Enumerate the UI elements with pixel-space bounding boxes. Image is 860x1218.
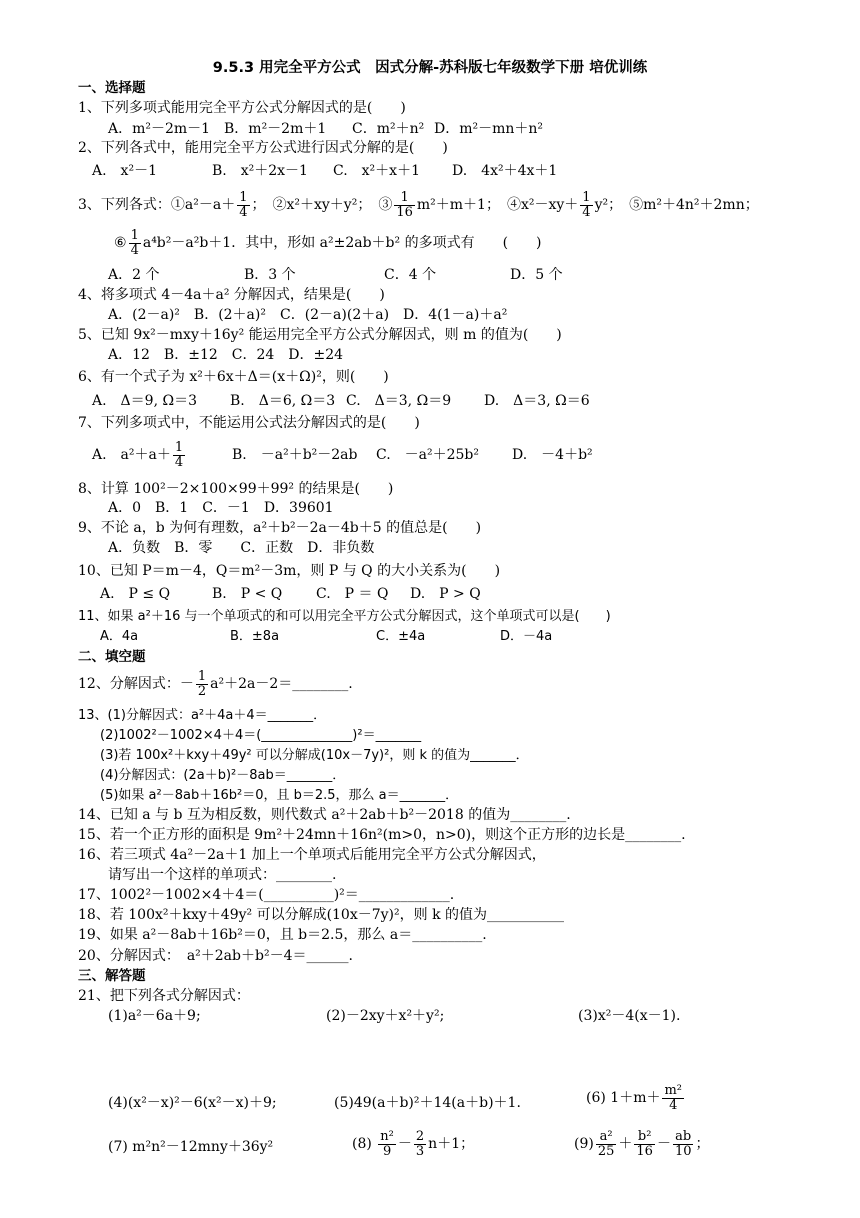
question-10-option-c: C. P ＝ Q: [316, 586, 389, 602]
question-6-option-a: A. Δ＝9, Ω＝3: [92, 393, 197, 409]
page-title: 9.5.3 用完全平方公式 因式分解-苏科版七年级数学下册 培优训练: [212, 60, 648, 76]
question-7-option-c: C. －a²＋25b²: [376, 447, 480, 463]
question-7-option-b: B. －a²＋b²－2ab: [232, 447, 358, 463]
fraction-quarter-q7: [173, 441, 185, 470]
question-21-part-4: (4)(x²－x)²－6(x²－x)＋9;: [108, 1095, 277, 1111]
fraction-m2-over-4: [662, 1084, 684, 1113]
question-21-part-6-prefix: (6) 1＋m＋: [586, 1090, 661, 1106]
question-2-option-c: C. x²＋x＋1: [333, 163, 420, 179]
fraction-denominator: 10: [674, 1143, 692, 1159]
fraction-numerator: ab: [673, 1130, 694, 1145]
question-8-options: A．0 B．1 C．－1 D．39601: [108, 500, 334, 516]
question-3-line-1: [78, 188, 759, 222]
fraction-numerator: 1: [130, 227, 139, 243]
question-21-part-8: [352, 1125, 474, 1163]
question-21-part-6: [586, 1080, 686, 1116]
question-13-part-1: 13、(1)分解因式：a²＋4a＋4＝_______．: [78, 708, 327, 723]
fraction-ab-over-10: [673, 1130, 694, 1159]
question-13-part-5: (5)如果 a²－8ab＋16b²＝0，且 b＝2.5，那么 a＝_______．: [100, 788, 459, 803]
fraction-denominator: 4: [669, 1097, 678, 1113]
question-21-part-2: (2)－2xy＋x²＋y²;: [326, 1008, 445, 1024]
question-12-suffix: a²＋2a－2＝________.: [210, 676, 353, 692]
fraction-b2-over-16: [634, 1130, 655, 1159]
question-1-option-a: A．m²－2m－1: [108, 121, 211, 137]
question-21-part-1: (1)a²－6a＋9;: [108, 1008, 201, 1024]
question-3-option-b: B．3 个: [244, 267, 296, 283]
question-6-option-b: B. Δ＝6, Ω＝3: [230, 393, 336, 409]
fraction-denominator: 4: [239, 204, 248, 220]
question-12: [78, 666, 353, 702]
fraction-denominator: 3: [415, 1143, 425, 1159]
question-10-option-d: D. P > Q: [410, 586, 481, 602]
question-3-part-2: m²＋m＋1； ④x²－xy＋: [416, 197, 579, 213]
fraction-numerator: 1: [197, 668, 207, 684]
fraction-numerator: 1: [174, 439, 184, 455]
question-16-line-2: 请写出一个这样的单项式：________.: [108, 867, 337, 883]
fraction-denominator: 9: [382, 1143, 392, 1159]
question-21-stem: 21、把下列各式分解因式：: [78, 988, 250, 1004]
question-21-part-9-suffix: ；: [695, 1136, 710, 1152]
fraction-quarter: [237, 191, 249, 220]
question-2-option-b: B. x²＋2x－1: [212, 163, 308, 179]
fraction-half: [196, 670, 208, 699]
question-4-options: A．(2－a)² B．(2＋a)² C．(2－a)(2＋a) D．4(1－a)＋a²: [108, 307, 508, 323]
fraction-numerator: n²: [380, 1128, 394, 1144]
question-5-options: A．12 B．±12 C．24 D．±24: [108, 347, 344, 363]
question-16-line-1: 16、若三项式 4a²－2a＋1 加上一个单项式后能用完全平方公式分解因式，: [78, 847, 546, 863]
question-3-part-3: y²； ⑤m²＋4n²＋2mn；: [594, 197, 759, 213]
question-11-stem: 11、如果 a²＋16 与一个单项式的和可以用完全平方公式分解因式，这个单项式可以是( ): [78, 609, 611, 624]
question-3-prefix: 3、下列各式：①a²－a＋: [78, 197, 236, 213]
fraction-denominator: 4: [582, 204, 591, 220]
question-20: 20、分解因式： a²＋2ab＋b²－4＝______.: [78, 948, 353, 964]
fraction-a2-over-25: [596, 1130, 617, 1159]
question-21-part-9-prefix: (9): [574, 1136, 594, 1152]
question-18: 18、若 100x²＋kxy＋49y² 可以分解成(10x－7y)²，则 k 的值为___________: [78, 907, 565, 923]
question-2-option-a: A. x²－1: [92, 163, 157, 179]
question-11-option-c: C．±4a: [376, 629, 426, 644]
operator: ＋: [618, 1136, 633, 1152]
fraction-numerator: 2: [415, 1128, 425, 1144]
question-12-prefix: 12、分解因式：－: [78, 676, 194, 692]
question-1-stem: 1、下列多项式能用完全平方公式分解因式的是( ): [78, 100, 406, 116]
question-11-option-a: A．4a: [100, 629, 139, 644]
question-9-options: A．负数 B．零 C．正数 D．非负数: [108, 540, 375, 556]
fraction-denominator: 16: [636, 1143, 653, 1159]
question-10-stem: 10、已知 P＝m－4，Q＝m²－3m，则 P 与 Q 的大小关系为( ): [78, 563, 501, 579]
question-7-option-d: D. －4＋b²: [512, 447, 593, 463]
question-14: 14、已知 a 与 b 互为相反数，则代数式 a²＋2ab＋b²－2018 的值为________.: [78, 807, 571, 823]
question-3-option-d: D．5 个: [510, 267, 563, 283]
question-21-part-9: [574, 1125, 709, 1163]
question-10-option-b: B. P < Q: [212, 586, 283, 602]
fraction-denominator: 4: [130, 242, 139, 258]
question-7-option-a-text: A. a²＋a＋: [92, 447, 171, 463]
question-21-part-7: (7) m²n²－12mny＋36y²: [108, 1139, 274, 1155]
question-13-part-4: (4)分解因式：(2a＋b)²－8ab＝_______．: [100, 768, 346, 783]
question-21-part-3: (3)x²－4(x－1).: [578, 1008, 681, 1024]
question-7-option-a: [92, 438, 187, 472]
question-8-stem: 8、计算 100²－2×100×99＋99² 的结果是( ): [78, 481, 394, 497]
question-2-stem: 2、下列各式中，能用完全平方公式进行因式分解的是( ): [78, 140, 448, 156]
question-21-part-8-prefix: (8): [352, 1136, 372, 1152]
question-5-stem: 5、已知 9x²－mxy＋16y² 能运用完全平方公式分解因式，则 m 的值为( ): [78, 327, 562, 343]
fraction-numerator: b²: [634, 1130, 655, 1145]
question-3-option-c: C．4 个: [384, 267, 437, 283]
question-10-option-a: A. P ≤ Q: [100, 586, 171, 602]
question-6-option-c: C. Δ＝3, Ω＝9: [346, 393, 452, 409]
operator: －: [397, 1136, 412, 1152]
fraction-denominator: 16: [396, 204, 413, 220]
question-4-stem: 4、将多项式 4－4a＋a² 分解因式，结果是( ): [78, 287, 385, 303]
section-heading-fill-in: 二、填空题: [78, 649, 146, 665]
question-15: 15、若一个正方形的面积是 9m²＋24mn＋16n²(m>0，n>0)，则这个正方形的边长是________.: [78, 827, 686, 843]
fraction-numerator: m²: [664, 1082, 683, 1098]
fraction-n2-over-9: [378, 1130, 396, 1159]
question-1-option-c: C．m²＋n²: [352, 121, 425, 137]
question-3-part-1: ； ②x²＋xy＋y²； ③: [251, 197, 393, 213]
fraction-sixteenth: [394, 191, 415, 220]
section-heading-choice: 一、选择题: [78, 80, 146, 96]
fraction-denominator: 4: [174, 454, 184, 470]
question-6-option-d: D. Δ＝3, Ω＝6: [484, 393, 590, 409]
question-1-option-d: D．m²－mn＋n²: [434, 121, 544, 137]
question-21-part-5: (5)49(a＋b)²＋14(a＋b)＋1.: [334, 1095, 521, 1111]
question-9-stem: 9、不论 a，b 为何有理数，a²＋b²－2a－4b＋5 的值总是( ): [78, 520, 482, 536]
operator: －: [656, 1136, 671, 1152]
question-13-part-2: (2)1002²－1002×4＋4＝(______________)²＝_______: [100, 728, 422, 743]
question-13-part-3: (3)若 100x²＋kxy＋49y² 可以分解成(10x－7y)²，则 k 的值为_______．: [100, 748, 529, 763]
fraction-denominator: 25: [597, 1143, 615, 1159]
question-2-option-d: D. 4x²＋4x＋1: [452, 163, 558, 179]
question-3-item-6: ⑥: [114, 235, 127, 251]
fraction-denominator: 2: [197, 683, 207, 699]
question-3-option-a: A．2 个: [108, 267, 160, 283]
question-1-option-b: B．m²－2m＋1: [224, 121, 327, 137]
question-3-line-2-text: a⁴b²－a²b＋1．其中，形如 a²±2ab＋b² 的多项式有 ( ): [142, 235, 542, 251]
question-11-option-b: B．±8a: [230, 629, 280, 644]
fraction-2-over-3: [414, 1130, 426, 1159]
fraction-numerator: 1: [394, 191, 415, 206]
question-11-option-d: D．－4a: [500, 629, 553, 644]
fraction-numerator: 1: [239, 189, 248, 205]
fraction-numerator: a²: [596, 1130, 617, 1145]
question-21-part-8-suffix: n＋1；: [428, 1136, 475, 1152]
fraction-numerator: 1: [582, 189, 591, 205]
fraction-quarter-2: [580, 191, 592, 220]
question-19: 19、如果 a²－8ab＋16b²＝0，且 b＝2.5，那么 a＝__________.: [78, 927, 487, 943]
question-3-line-2: [114, 226, 542, 260]
section-heading-solutions: 三、解答题: [78, 968, 146, 984]
question-6-stem: 6、有一个式子为 x²＋6x＋Δ＝(x＋Ω)²，则( ): [78, 369, 389, 385]
question-7-stem: 7、下列多项式中，不能运用公式法分解因式的是( ): [78, 415, 420, 431]
question-17: 17、1002²－1002×4＋4＝(__________)²＝_____________.: [78, 887, 455, 903]
fraction-quarter-3: [129, 229, 141, 258]
